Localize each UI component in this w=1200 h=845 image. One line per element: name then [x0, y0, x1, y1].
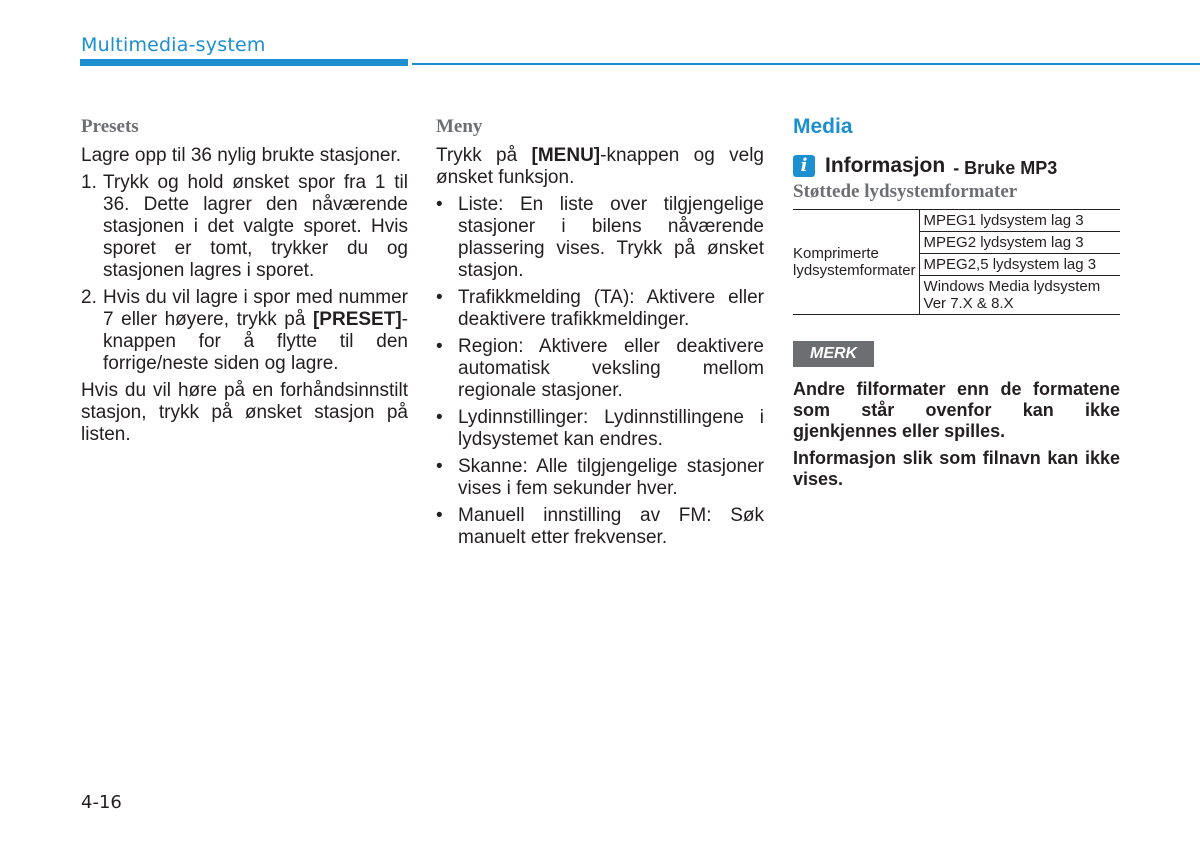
note-text: Andre filformater enn de formatene som står ovenfor kan ikke gjenkjennes eller spilles.	[793, 379, 1120, 441]
table-row	[793, 210, 1120, 232]
menu-option-text: Trafikkmelding (TA): Aktivere eller deaktivere trafikkmeldinger.	[458, 287, 764, 330]
info-subtitle: - Bruke MP3	[953, 158, 1058, 178]
format-cell: MPEG2,5 lydsystem lag 3	[919, 254, 1120, 276]
menu-option-text: Manuell innstilling av FM: Søk manuelt etter frekvenser.	[458, 505, 764, 548]
menu-intro-post: -knappen og velg ønsket funksjon.	[436, 145, 764, 188]
format-cell: Windows Media lydsystem Ver 7.X & 8.X	[919, 276, 1120, 315]
menu-options	[436, 194, 764, 549]
list-item	[436, 336, 764, 402]
format-cell: MPEG2 lydsystem lag 3	[919, 232, 1120, 254]
info-icon: i	[793, 155, 815, 177]
list-item	[436, 194, 764, 282]
section-title: Multimedia-system	[81, 34, 266, 56]
preset-key-label: [PRESET]	[312, 309, 402, 330]
bullet-icon: •	[436, 456, 443, 477]
list-item	[436, 505, 764, 549]
menu-intro	[436, 145, 764, 189]
list-item	[436, 456, 764, 500]
step-text-pre: Hvis du vil lagre i spor med nummer 7 eller høyere, trykk på	[103, 287, 408, 330]
list-item	[436, 287, 764, 331]
formats-table	[793, 209, 1120, 315]
menu-option-text: Region: Aktivere eller deaktivere automatisk veksling mellom regionale stasjoner.	[458, 336, 764, 401]
list-item	[81, 287, 408, 375]
bullet-icon: •	[436, 194, 443, 215]
media-heading: Media	[793, 115, 853, 138]
format-category-cell: Komprimerte lydsystemformater	[793, 210, 919, 315]
bullet-icon: •	[436, 336, 443, 357]
bullet-icon: •	[436, 407, 443, 428]
menu-intro-pre: Trykk på	[436, 145, 532, 166]
step-number: 1.	[81, 172, 97, 193]
bullet-icon: •	[436, 505, 443, 526]
list-item	[81, 172, 408, 282]
step-text-post: -knappen for å flytte til den forrige/neste siden og lagre.	[103, 309, 408, 374]
list-item	[436, 407, 764, 451]
bullet-icon: •	[436, 287, 443, 308]
step-text: Trykk og hold ønsket spor fra 1 til 36. Dette lagrer den nåværende stasjonen i det valgte sporet. Hvis sporet er tomt, trykker du og stasjonen lagres i sporet.	[103, 172, 408, 281]
menu-option-text: Lydinnstillinger: Lydinnstillingene i lydsystemet kan endres.	[458, 407, 764, 450]
menu-option-text: Liste: En liste over tilgjengelige stasjoner i bilens nåværende plassering vises. Trykk på ønsket stasjon.	[458, 194, 764, 281]
format-cell: MPEG1 lydsystem lag 3	[919, 210, 1120, 232]
menu-column	[436, 116, 764, 554]
menu-heading: Meny	[436, 116, 483, 137]
header-rule-thin	[412, 63, 1200, 65]
page-number: 4-16	[81, 792, 122, 813]
note-badge: MERK	[793, 341, 874, 367]
presets-outro: Hvis du vil høre på en forhåndsinnstilt stasjon, trykk på ønsket stasjon på listen.	[81, 380, 408, 445]
presets-intro: Lagre opp til 36 nylig brukte stasjoner.	[81, 145, 402, 166]
media-column	[793, 116, 1120, 490]
info-title: Informasjon	[825, 154, 946, 177]
presets-heading: Presets	[81, 116, 139, 137]
info-header	[793, 155, 1120, 177]
supported-formats-title: Støttede lydsystemformater	[793, 181, 1018, 202]
note-text: Informasjon slik som filnavn kan ikke vises.	[793, 448, 1120, 489]
step-number: 2.	[81, 287, 97, 308]
menu-option-text: Skanne: Alle tilgjengelige stasjoner vises i fem sekunder hver.	[458, 456, 764, 499]
header-rule-thick	[80, 59, 408, 66]
menu-key-label: [MENU]	[531, 145, 601, 166]
presets-column	[81, 116, 408, 451]
presets-steps	[81, 172, 408, 375]
